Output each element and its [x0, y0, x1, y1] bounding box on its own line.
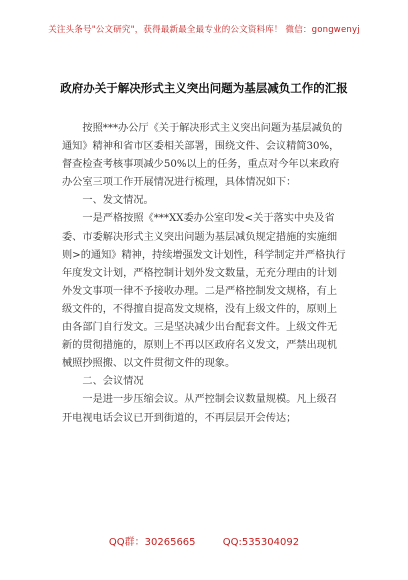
paragraph-meetings: 一是进一步压缩会议。从严控制会议数量规模。凡上级召开电视电话会议已开到街道的，不再层层开会传达； [62, 394, 338, 424]
promo-banner[interactable]: 关注头条号"公文研究"，获得最新最全最专业的公文资料库！ 微信：gongwenyj [48, 25, 360, 35]
qq-group[interactable]: QQ群：30265665 [108, 537, 196, 548]
document-body [62, 120, 347, 428]
paragraph-documents: 一是严格按照《***XX委办公室印发<关于落实中央及省委、市委解决形式主义突出问题为基层减负规定措施的实施细则>的通知》精神，持续增强发文计划性，科学制定并严格执行年度发文计划，严格控制计划外发文数量，无充分理由的计划外发文事项一律不予接收办理。二是严格控制发文规格，有上级文件的，不得擅自提高发文规格，没有上级文件的，原则上由各部门自行发文。三是坚决减少出台配套文件。上级文件无新的贯彻措施的，原则上不再以区政府名义发文，严禁出现机械照抄照搬、以文件贯彻文件的现象。 [62, 213, 346, 370]
section-heading-documents: 一、发文情况。 [82, 195, 154, 207]
qq-contact[interactable]: QQ:535304092 [222, 537, 300, 548]
footer-contact [0, 533, 408, 548]
document-title: 政府办关于解决形式主义突出问题为基层减负工作的汇报 [60, 81, 348, 95]
section-heading-meetings: 二、会议情况 [82, 376, 144, 388]
paragraph-intro: 按照***办公厅《关于解决形式主义突出问题为基层减负的通知》精神和省市区委相关部署，围绕文件、会议精简30%，督查检查考核事项减少50%以上的任务，重点对今年以来政府办公室三项工作开展情况进行梳理，具体情况如下： [62, 123, 343, 189]
